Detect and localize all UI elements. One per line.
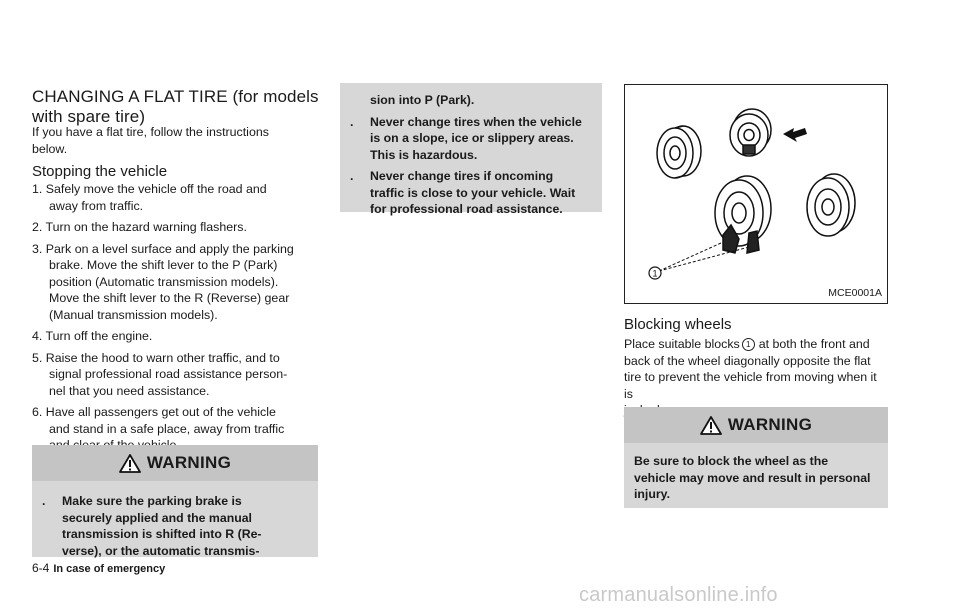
step-6: 6. Have all passengers get out of the vehicle and stand in a safe place, away from traffic bbox=[32, 405, 285, 436]
figure-code: MCE0001A bbox=[828, 287, 882, 299]
warning-item: . Never change tires when the vehicle is on a slope, ice or slippery areas. This is hazardous. bbox=[350, 114, 582, 162]
step-5: 5. Raise the hood to warn other traffic, and to signal professional road assistance person- nel that you need assistance. bbox=[32, 350, 288, 398]
step-2: 2. Turn on the hazard warning flashers. bbox=[32, 220, 247, 234]
warning-title: WARNING bbox=[727, 415, 813, 434]
watermark: carmanualsonline.info bbox=[579, 584, 778, 606]
warning-header bbox=[32, 445, 318, 481]
warning-triangle-icon bbox=[119, 454, 141, 473]
warning-box-continued bbox=[340, 83, 602, 216]
arrow-icon bbox=[783, 128, 807, 142]
tire-drawing bbox=[715, 176, 771, 253]
wheel-blocking-illustration bbox=[624, 84, 888, 304]
warning-box-left bbox=[32, 445, 318, 557]
step-1: 1. Safely move the vehicle off the road and away from traffic. bbox=[32, 182, 267, 213]
warning-title: WARNING bbox=[146, 453, 232, 472]
subheading-blocking: Blocking wheels bbox=[624, 316, 732, 333]
step-4: 4. Turn off the engine. bbox=[32, 329, 153, 343]
subheading-stopping: Stopping the vehicle bbox=[32, 163, 168, 180]
warning-text: Be sure to block the wheel as the vehicle may move and result in personal injury. bbox=[634, 454, 871, 501]
callout-1-label: 1 bbox=[652, 268, 658, 279]
steps-list bbox=[32, 181, 324, 454]
intro-line2: below. bbox=[32, 141, 68, 156]
callout-1-inline: 1 bbox=[742, 338, 755, 351]
page-footer bbox=[32, 561, 165, 575]
warning-box-right bbox=[624, 407, 888, 508]
tire-drawing bbox=[657, 126, 701, 178]
body-start: Place suitable blocks bbox=[624, 337, 740, 351]
intro-line1: If you have a flat tire, follow the instructions bbox=[32, 125, 269, 139]
tires-drawing bbox=[625, 85, 887, 303]
page-number: 6-4 bbox=[32, 561, 50, 575]
section-title: In case of emergency bbox=[53, 563, 166, 575]
step-3: 3. Park on a level surface and apply the parking brake. Move the shift lever to the P (Park) position (Automatic transmission models). Move the shift lever to the R (Reverse) gear (Manual transmission models). bbox=[32, 241, 294, 322]
tire-drawing bbox=[807, 174, 855, 236]
page-title-line2: with spare tire) bbox=[32, 107, 146, 126]
warning-item: . Never change tires if oncoming traffic is close to your vehicle. Wait for professional road assistance. bbox=[350, 169, 576, 216]
page-title-line1: CHANGING A FLAT TIRE (for models bbox=[32, 87, 319, 106]
warning-triangle-icon bbox=[700, 416, 722, 435]
warning-continued-text: sion into P (Park). bbox=[370, 93, 475, 107]
warning-header bbox=[624, 407, 888, 443]
warning-item: . Make sure the parking brake is securely applied and the manual transmission is shifted into R (Re- verse), or the automatic transmis- bbox=[42, 494, 262, 558]
tire-drawing bbox=[730, 109, 771, 156]
